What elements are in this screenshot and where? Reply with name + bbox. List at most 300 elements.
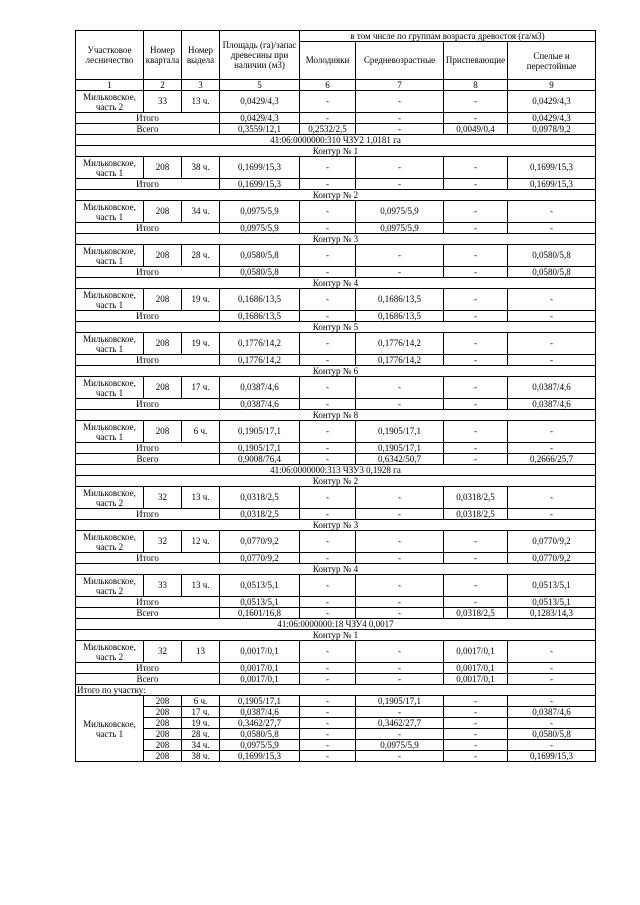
cell-premature: - [444, 333, 508, 355]
summary-row [76, 751, 596, 762]
cell-premature: - [444, 740, 508, 751]
cell-middle-aged: 0,6342/50,7 [356, 454, 444, 465]
row-label: Итого [76, 355, 220, 366]
cell-mature: 0,1283/14,3 [508, 608, 596, 619]
cell-young: - [300, 179, 356, 190]
cell-forestry: Мильковское, часть 1 [76, 289, 144, 311]
cell-premature: - [444, 575, 508, 597]
cell-middle-aged: 0,1776/14,2 [356, 355, 444, 366]
cell-allotment: 38 ч. [182, 157, 220, 179]
cell-area: 0,0975/5,9 [220, 201, 300, 223]
cell-young: - [300, 289, 356, 311]
row-label: Итого [76, 267, 220, 278]
cell-area: 0,0017/0,1 [220, 674, 300, 685]
cell-area: 0,0387/4,6 [220, 707, 300, 718]
table-row [76, 421, 596, 443]
cell-premature: 0,0017/0,1 [444, 674, 508, 685]
row-label: Итого [76, 597, 220, 608]
cell-premature: - [444, 157, 508, 179]
section-title: Контур № 2 [76, 190, 596, 201]
table-row [76, 377, 596, 399]
cell-young: - [300, 531, 356, 553]
cell-mature: - [508, 355, 596, 366]
column-number: 2 [144, 80, 182, 91]
subtotal-row [76, 311, 596, 322]
summary-label-row [76, 685, 596, 696]
section-title: Контур № 3 [76, 234, 596, 245]
subtotal-row [76, 267, 596, 278]
cell-forestry: Мильковское, часть 1 [76, 333, 144, 355]
cell-quarter: 208 [144, 201, 182, 223]
section-title: Контур № 1 [76, 630, 596, 641]
cell-middle-aged: - [356, 91, 444, 113]
cell-area: 0,1699/15,3 [220, 157, 300, 179]
cell-premature: - [444, 751, 508, 762]
subtotal-row [76, 223, 596, 234]
cell-allotment: 12 ч. [182, 531, 220, 553]
cell-middle-aged: - [356, 553, 444, 564]
cell-premature: - [444, 729, 508, 740]
cell-middle-aged: - [356, 179, 444, 190]
table-row [76, 245, 596, 267]
cell-middle-aged: 0,0975/5,9 [356, 201, 444, 223]
cell-forestry: Мильковское, часть 1 [76, 245, 144, 267]
cell-middle-aged: - [356, 597, 444, 608]
cell-middle-aged: 0,1905/17,1 [356, 443, 444, 454]
cell-allotment: 34 ч. [182, 740, 220, 751]
cell-middle-aged: - [356, 377, 444, 399]
cell-premature: - [444, 443, 508, 454]
document-page [75, 30, 595, 762]
cell-mature: 0,0978/9,2 [508, 124, 596, 135]
cell-area: 0,0770/9,2 [220, 531, 300, 553]
cell-mature: - [508, 696, 596, 707]
cell-premature: - [444, 421, 508, 443]
subtotal-row [76, 443, 596, 454]
row-label: Всего [76, 608, 220, 619]
cell-mature: 0,1699/15,3 [508, 179, 596, 190]
cell-young: - [300, 597, 356, 608]
cell-area: 0,1776/14,2 [220, 333, 300, 355]
cell-area: 0,1699/15,3 [220, 751, 300, 762]
cell-area: 0,0318/2,5 [220, 487, 300, 509]
summary-row [76, 740, 596, 751]
cell-allotment: 28 ч. [182, 245, 220, 267]
cell-mature: - [508, 487, 596, 509]
header-mature: Спелые и перестойные [508, 42, 596, 80]
cell-young: - [300, 113, 356, 124]
cell-area: 0,1905/17,1 [220, 696, 300, 707]
cell-mature: - [508, 201, 596, 223]
cell-mature: - [508, 509, 596, 520]
cell-forestry: Мильковское, часть 1 [76, 421, 144, 443]
cell-mature: 0,0429/4,3 [508, 113, 596, 124]
section-title: Контур № 6 [76, 366, 596, 377]
row-label: Всего [76, 124, 220, 135]
cell-premature: - [444, 355, 508, 366]
cell-mature: 0,0387/4,6 [508, 399, 596, 410]
subtotal-row [76, 597, 596, 608]
cell-allotment: 28 ч. [182, 729, 220, 740]
cell-middle-aged: - [356, 641, 444, 663]
cell-mature: 0,0580/5,8 [508, 245, 596, 267]
cell-middle-aged: 0,1776/14,2 [356, 333, 444, 355]
column-number: 1 [76, 80, 144, 91]
row-label: Итого [76, 663, 220, 674]
cell-allotment: 19 ч. [182, 289, 220, 311]
cell-mature: - [508, 223, 596, 234]
cell-quarter: 208 [144, 333, 182, 355]
summary-forestry: Мильковское, часть 1 [76, 696, 144, 762]
cell-quarter: 32 [144, 487, 182, 509]
row-label: Итого [76, 553, 220, 564]
cell-premature: - [444, 696, 508, 707]
section-row [76, 234, 596, 245]
cell-young: - [300, 718, 356, 729]
table-row [76, 531, 596, 553]
table-row [76, 333, 596, 355]
section-title: Контур № 4 [76, 564, 596, 575]
cell-premature: - [444, 179, 508, 190]
cell-young: - [300, 553, 356, 564]
table-row [76, 487, 596, 509]
cell-forestry: Мильковское, часть 2 [76, 91, 144, 113]
cell-area: 0,0429/4,3 [220, 113, 300, 124]
cell-young: - [300, 674, 356, 685]
cell-allotment: 13 ч. [182, 575, 220, 597]
cell-area: 0,0318/2,5 [220, 509, 300, 520]
cell-quarter: 33 [144, 575, 182, 597]
cell-middle-aged: - [356, 487, 444, 509]
cell-allotment: 13 ч. [182, 91, 220, 113]
cell-premature: - [444, 113, 508, 124]
cell-area: 0,1686/13,5 [220, 311, 300, 322]
cell-middle-aged: - [356, 157, 444, 179]
cell-area: 0,0429/4,3 [220, 91, 300, 113]
cell-allotment: 13 [182, 641, 220, 663]
row-label: Всего [76, 674, 220, 685]
cell-area: 0,9008/76,4 [220, 454, 300, 465]
total-row [76, 608, 596, 619]
cell-area: 0,0387/4,6 [220, 377, 300, 399]
cell-mature: 0,0387/4,6 [508, 707, 596, 718]
summary-row [76, 707, 596, 718]
cell-young: - [300, 157, 356, 179]
table-row [76, 289, 596, 311]
cell-premature: 0,0017/0,1 [444, 663, 508, 674]
cell-mature: - [508, 740, 596, 751]
cell-mature: - [508, 311, 596, 322]
cell-area: 0,0580/5,8 [220, 267, 300, 278]
cell-young: 0,2532/2,5 [300, 124, 356, 135]
column-number: 5 [220, 80, 300, 91]
section-title: 41:06:0000000:313 ЧЗУ3 0,1928 га [76, 465, 596, 476]
cell-quarter: 208 [144, 751, 182, 762]
table-row [76, 575, 596, 597]
cell-mature: 0,0770/9,2 [508, 531, 596, 553]
cell-quarter: 208 [144, 377, 182, 399]
cell-young: - [300, 245, 356, 267]
header-allotment: Номер выдела [182, 31, 220, 80]
cell-forestry: Мильковское, часть 1 [76, 201, 144, 223]
cell-quarter: 208 [144, 740, 182, 751]
cell-mature: 0,0387/4,6 [508, 377, 596, 399]
cell-premature: - [444, 454, 508, 465]
cell-middle-aged: - [356, 531, 444, 553]
cell-quarter: 208 [144, 696, 182, 707]
cell-premature: - [444, 553, 508, 564]
table-row [76, 157, 596, 179]
cell-area: 0,1686/13,5 [220, 289, 300, 311]
cell-mature: - [508, 443, 596, 454]
cell-quarter: 208 [144, 245, 182, 267]
header-premature: Приспевающие [444, 42, 508, 80]
cell-premature: - [444, 201, 508, 223]
row-label: Всего [76, 454, 220, 465]
cell-mature: - [508, 641, 596, 663]
cell-quarter: 32 [144, 641, 182, 663]
cell-middle-aged: - [356, 674, 444, 685]
cell-mature: - [508, 289, 596, 311]
table-row [76, 641, 596, 663]
section-title: Контур № 3 [76, 520, 596, 531]
cell-young: - [300, 399, 356, 410]
section-row [76, 465, 596, 476]
summary-row [76, 718, 596, 729]
cell-middle-aged: 0,1686/13,5 [356, 311, 444, 322]
table-row [76, 91, 596, 113]
cell-area: 0,0580/5,8 [220, 245, 300, 267]
cell-premature: 0,0318/2,5 [444, 608, 508, 619]
cell-premature: - [444, 399, 508, 410]
cell-middle-aged: - [356, 509, 444, 520]
cell-area: 0,0975/5,9 [220, 223, 300, 234]
cell-middle-aged: 0,0975/5,9 [356, 740, 444, 751]
cell-young: - [300, 487, 356, 509]
cell-premature: - [444, 245, 508, 267]
header-age-group: в том числе по группам возраста древостоя (га/м3) [300, 31, 596, 42]
cell-middle-aged: - [356, 608, 444, 619]
cell-premature: 0,0049/0,4 [444, 124, 508, 135]
cell-quarter: 32 [144, 531, 182, 553]
row-label: Итого [76, 223, 220, 234]
cell-young: - [300, 377, 356, 399]
cell-young: - [300, 421, 356, 443]
subtotal-row [76, 399, 596, 410]
cell-allotment: 34 ч. [182, 201, 220, 223]
subtotal-row [76, 553, 596, 564]
cell-mature: 0,1699/15,3 [508, 157, 596, 179]
cell-mature: 0,0770/9,2 [508, 553, 596, 564]
section-title: Контур № 1 [76, 146, 596, 157]
cell-forestry: Мильковское, часть 2 [76, 487, 144, 509]
cell-young: - [300, 267, 356, 278]
cell-quarter: 208 [144, 157, 182, 179]
cell-area: 0,0513/5,1 [220, 575, 300, 597]
cell-middle-aged: 0,1905/17,1 [356, 696, 444, 707]
cell-middle-aged: - [356, 124, 444, 135]
cell-middle-aged: - [356, 751, 444, 762]
cell-premature: - [444, 707, 508, 718]
cell-mature: 0,0580/5,8 [508, 267, 596, 278]
cell-mature: 0,2666/25,7 [508, 454, 596, 465]
cell-young: - [300, 223, 356, 234]
cell-premature: - [444, 267, 508, 278]
cell-young: - [300, 454, 356, 465]
cell-young: - [300, 443, 356, 454]
column-number: 9 [508, 80, 596, 91]
cell-mature: - [508, 718, 596, 729]
section-row [76, 278, 596, 289]
section-title: Контур № 4 [76, 278, 596, 289]
cell-middle-aged: 0,3462/27,7 [356, 718, 444, 729]
total-row [76, 124, 596, 135]
cell-middle-aged: 0,0975/5,9 [356, 223, 444, 234]
cell-mature: - [508, 663, 596, 674]
cell-middle-aged: - [356, 663, 444, 674]
cell-mature: 0,0513/5,1 [508, 575, 596, 597]
cell-quarter: 33 [144, 91, 182, 113]
subtotal-row [76, 663, 596, 674]
cell-area: 0,0387/4,6 [220, 399, 300, 410]
header-area: Площадь (га)/запас древесины при наличии (м3) [220, 31, 300, 80]
header-forestry: Участковое лесничество [76, 31, 144, 80]
table-row [76, 201, 596, 223]
total-row [76, 674, 596, 685]
cell-middle-aged: - [356, 113, 444, 124]
cell-young: - [300, 707, 356, 718]
cell-quarter: 208 [144, 707, 182, 718]
cell-quarter: 208 [144, 718, 182, 729]
cell-young: - [300, 696, 356, 707]
cell-young: - [300, 201, 356, 223]
cell-young: - [300, 663, 356, 674]
row-label: Итого [76, 399, 220, 410]
section-row [76, 520, 596, 531]
cell-area: 0,0580/5,8 [220, 729, 300, 740]
cell-premature: - [444, 718, 508, 729]
cell-forestry: Мильковское, часть 1 [76, 157, 144, 179]
cell-forestry: Мильковское, часть 2 [76, 641, 144, 663]
cell-premature: 0,0318/2,5 [444, 509, 508, 520]
section-row [76, 619, 596, 630]
cell-area: 0,1601/16,8 [220, 608, 300, 619]
section-row [76, 322, 596, 333]
total-row [76, 454, 596, 465]
row-label: Итого [76, 113, 220, 124]
cell-young: - [300, 91, 356, 113]
subtotal-row [76, 179, 596, 190]
section-title: Контур № 2 [76, 476, 596, 487]
cell-young: - [300, 729, 356, 740]
cell-allotment: 6 ч. [182, 421, 220, 443]
section-row [76, 476, 596, 487]
cell-middle-aged: - [356, 707, 444, 718]
cell-premature: 0,0318/2,5 [444, 487, 508, 509]
cell-area: 0,0513/5,1 [220, 597, 300, 608]
cell-mature: 0,0580/5,8 [508, 729, 596, 740]
cell-quarter: 208 [144, 289, 182, 311]
cell-area: 0,1905/17,1 [220, 443, 300, 454]
cell-allotment: 13 ч. [182, 487, 220, 509]
cell-forestry: Мильковское, часть 2 [76, 575, 144, 597]
cell-allotment: 17 ч. [182, 707, 220, 718]
cell-area: 0,0017/0,1 [220, 663, 300, 674]
cell-premature: - [444, 223, 508, 234]
row-label: Итого [76, 509, 220, 520]
forest-age-table [75, 30, 596, 762]
column-number-row [76, 80, 596, 91]
summary-row [76, 696, 596, 707]
section-row [76, 564, 596, 575]
row-label: Итого [76, 443, 220, 454]
header-middle-aged: Средневозрастные [356, 42, 444, 80]
column-number: 3 [182, 80, 220, 91]
section-title: 41:06:0000000:18 ЧЗУ4 0,0017 [76, 619, 596, 630]
section-row [76, 190, 596, 201]
cell-mature: - [508, 421, 596, 443]
cell-area: 0,1776/14,2 [220, 355, 300, 366]
cell-middle-aged: - [356, 399, 444, 410]
cell-forestry: Мильковское, часть 1 [76, 377, 144, 399]
cell-allotment: 6 ч. [182, 696, 220, 707]
cell-mature: 0,0513/5,1 [508, 597, 596, 608]
cell-premature: - [444, 377, 508, 399]
cell-young: - [300, 751, 356, 762]
section-row [76, 410, 596, 421]
cell-premature: - [444, 597, 508, 608]
cell-area: 0,0975/5,9 [220, 740, 300, 751]
cell-young: - [300, 333, 356, 355]
column-number: 7 [356, 80, 444, 91]
section-title: 41:06:0000000:310 ЧЗУ2 1,0181 га [76, 135, 596, 146]
cell-young: - [300, 608, 356, 619]
cell-middle-aged: - [356, 575, 444, 597]
cell-mature: - [508, 333, 596, 355]
cell-allotment: 38 ч. [182, 751, 220, 762]
cell-premature: - [444, 289, 508, 311]
cell-allotment: 17 ч. [182, 377, 220, 399]
subtotal-row [76, 113, 596, 124]
row-label: Итого [76, 179, 220, 190]
subtotal-row [76, 509, 596, 520]
section-title: Контур № 8 [76, 410, 596, 421]
cell-young: - [300, 740, 356, 751]
cell-area: 0,0017/0,1 [220, 641, 300, 663]
cell-premature: 0,0017/0,1 [444, 641, 508, 663]
cell-middle-aged: - [356, 245, 444, 267]
section-row [76, 630, 596, 641]
cell-young: - [300, 509, 356, 520]
column-number: 8 [444, 80, 508, 91]
section-row [76, 135, 596, 146]
cell-quarter: 208 [144, 421, 182, 443]
cell-area: 0,3559/12,1 [220, 124, 300, 135]
header-young: Молодняки [300, 42, 356, 80]
cell-middle-aged: - [356, 267, 444, 278]
cell-middle-aged: 0,1905/17,1 [356, 421, 444, 443]
cell-mature: - [508, 674, 596, 685]
summary-row [76, 729, 596, 740]
subtotal-row [76, 355, 596, 366]
cell-quarter: 208 [144, 729, 182, 740]
cell-young: - [300, 355, 356, 366]
section-row [76, 366, 596, 377]
cell-young: - [300, 575, 356, 597]
cell-middle-aged: 0,1686/13,5 [356, 289, 444, 311]
cell-allotment: 19 ч. [182, 718, 220, 729]
section-title: Контур № 5 [76, 322, 596, 333]
